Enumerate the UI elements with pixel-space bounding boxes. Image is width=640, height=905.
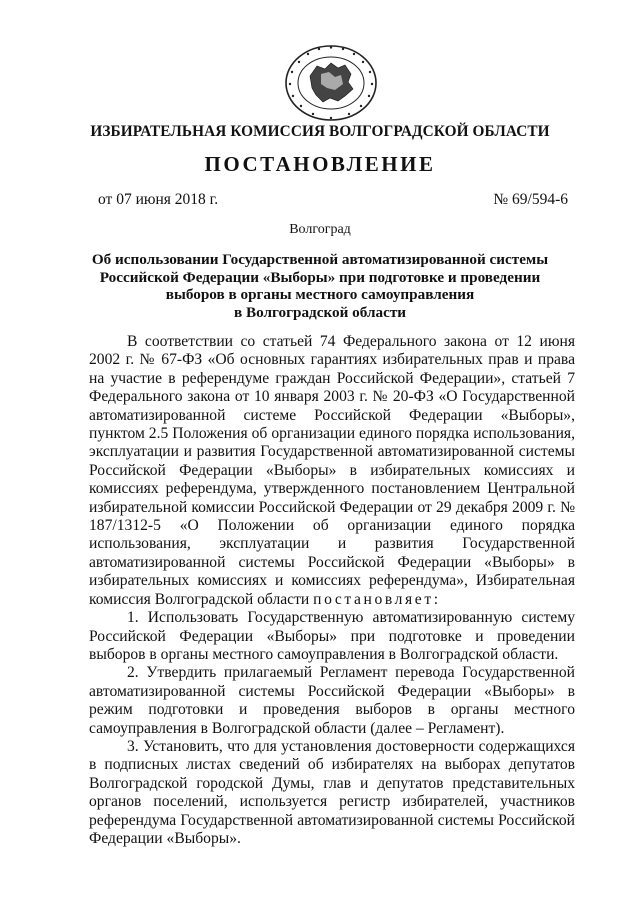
title-line: выборов в органы местного самоуправления [165,286,475,303]
item-paragraph-1: 1. Использовать Государственную автоматизированную систему Российской Федерации «Выборы» при подготовке и проведении выборов в органы местного самоуправления в Волгоградской области. [89,609,575,663]
title-line: Об использовании Государственной автоматизированной системы [91,251,549,268]
item-paragraph-3: 3. Установить, что для установления достоверности содержащихся в подписных листах сведений об избирателях на выборах депутатов Волгоградской городской Думы, глав и депутатов представительных органов поселений, используется регистр избирателей, участников референдума Государственной автоматизированной системы Российской Федерации «Выборы». [89,737,575,847]
document-number: № 69/594-6 [493,191,568,208]
document-date: от 07 июня 2018 г. [98,191,219,208]
title-line: Российской Федерации «Выборы» при подготовке и проведении [99,268,541,286]
preamble-text: В соответствии со статьей 74 Федерального закона от 12 июня 2002 г. № 67-ФЗ «Об основных гарантиях избирательных прав и права на участие в референдуме граждан Российской Федерации», статьей 7 Федерального закона от 10 января 2003 г. № 20-ФЗ «О Государственной автоматизированной системе Российской Федерации «Выборы», пунктом 2.5 Положения об организации единого порядка использования, эксплуатации и развития Государственной автоматизированной системы Российской Федерации «Выборы» в избирательных комиссиях и комиссиях референдума, утвержденного постановлением Центральной избирательной комиссии Российской Федерации от 29 декабря 2009 г. № 187/1312-5 «О Положении об организации единого порядка использования, эксплуатации и развития Государственной автоматизированной системы Российской Федерации «Выборы» в избирательных комиссиях и комиссиях референдума», Избирательная комиссия Волгоградской области [89,333,575,608]
decree-word: постановляет: [313,590,441,608]
document-type: ПОСТАНОВЛЕНИЕ [204,152,436,176]
document-city: Волгоград [289,222,351,237]
document-body [89,333,575,848]
preamble-paragraph [89,333,575,609]
title-line: в Волгоградской области [233,303,407,321]
item-paragraph-2: 2. Утвердить прилагаемый Регламент перевода Государственной автоматизированной системы Российской Федерации «Выборы» в режим подготовки и проведения выборов в органы местного самоуправления в Волгоградской области (далее – Регламент). [89,664,575,737]
document-title [90,251,550,321]
seal-emblem-icon [283,44,379,122]
commission-name: ИЗБИРАТЕЛЬНАЯ КОМИССИЯ ВОЛГОГРАДСКОЙ ОБЛАСТИ [90,123,550,140]
